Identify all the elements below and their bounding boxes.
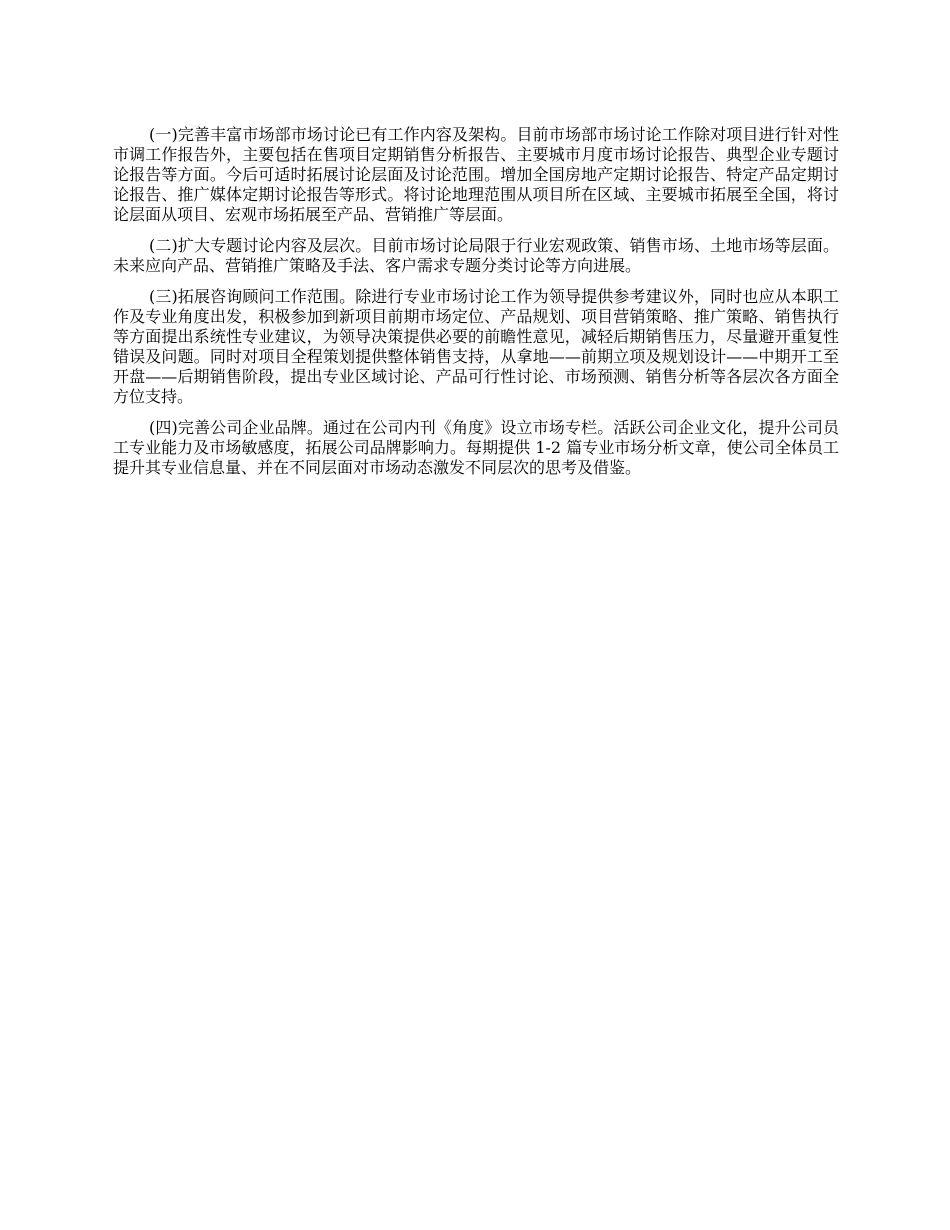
paragraph-3: (三)拓展咨询顾问工作范围。除进行专业市场讨论工作为领导提供参考建议外，同时也应从本职工作及专业角度出发，积极参加到新项目前期市场定位、产品规划、项目营销策略、推广策略、销售执行等方面提出系统性专业建议，为领导决策提供必要的前瞻性意见，减轻后期销售压力，尽量避开重复性错误及问题。同时对项目全程策划提供整体销售支持，从拿地——前期立项及规划设计——中期开工至开盘——后期销售阶段，提出专业区域讨论、产品可行性讨论、市场预测、销售分析等各层次各方面全方位支持。 xyxy=(113,287,839,406)
paragraph-4: (四)完善公司企业品牌。通过在公司内刊《角度》设立市场专栏。活跃公司企业文化，提升公司员工专业能力及市场敏感度，拓展公司品牌影响力。每期提供 1-2 篇专业市场分析文章，使公司全体员工提升其专业信息量、并在不同层面对市场动态激发不同层次的思考及借鉴。 xyxy=(113,418,839,477)
paragraph-1: (一)完善丰富市场部市场讨论已有工作内容及架构。目前市场部市场讨论工作除对项目进行针对性市调工作报告外，主要包括在售项目定期销售分析报告、主要城市月度市场讨论报告、典型企业专题讨论报告等方面。今后可适时拓展讨论层面及讨论范围。增加全国房地产定期讨论报告、特定产品定期讨论报告、推广媒体定期讨论报告等形式。将讨论地理范围从项目所在区域、主要城市拓展至全国，将讨论层面从项目、宏观市场拓展至产品、营销推广等层面。 xyxy=(113,125,839,224)
paragraph-2: (二)扩大专题讨论内容及层次。目前市场讨论局限于行业宏观政策、销售市场、土地市场等层面。未来应向产品、营销推广策略及手法、客户需求专题分类讨论等方向进展。 xyxy=(113,236,839,275)
document-body xyxy=(113,125,839,489)
